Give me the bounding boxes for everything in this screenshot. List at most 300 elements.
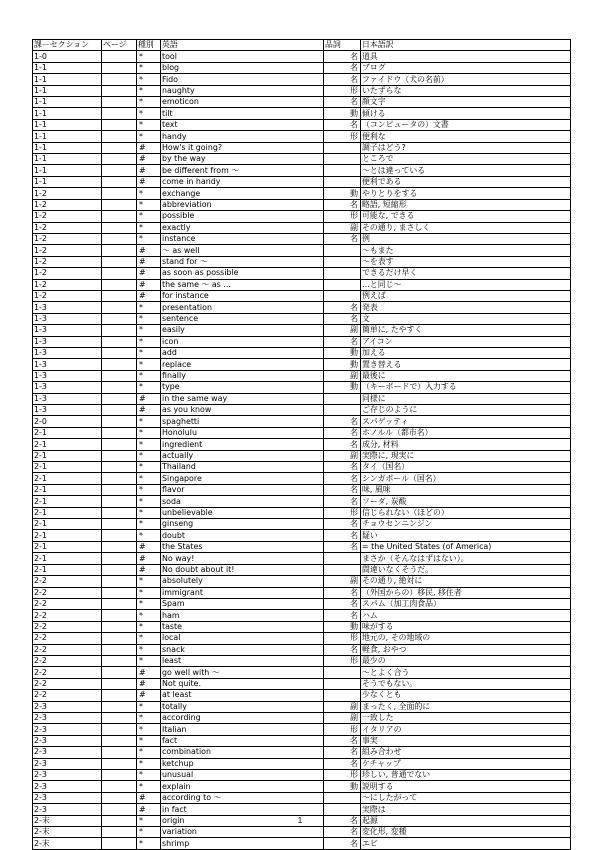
cell-part-of-speech: 名 bbox=[324, 62, 361, 73]
cell-kind: # bbox=[137, 690, 161, 701]
cell-japanese: ～にしたがって bbox=[361, 792, 571, 803]
cell-page bbox=[102, 553, 137, 564]
cell-kind: * bbox=[137, 484, 161, 495]
table-row bbox=[33, 587, 571, 598]
cell-section: 2-2 bbox=[33, 644, 102, 655]
table-row bbox=[33, 108, 571, 119]
cell-english: flavor bbox=[161, 484, 324, 495]
cell-part-of-speech: 名 bbox=[324, 484, 361, 495]
cell-section: 1-1 bbox=[33, 142, 102, 153]
cell-part-of-speech: 名 bbox=[324, 439, 361, 450]
cell-japanese: スパム（加工肉食品） bbox=[361, 598, 571, 609]
table-row bbox=[33, 211, 571, 222]
cell-japanese: スパゲッティ bbox=[361, 416, 571, 427]
cell-part-of-speech bbox=[324, 804, 361, 815]
cell-section: 2-2 bbox=[33, 621, 102, 632]
cell-page bbox=[102, 370, 137, 381]
cell-page bbox=[102, 427, 137, 438]
cell-japanese: その通り, 絶対に bbox=[361, 576, 571, 587]
cell-japanese: まったく, 全面的に bbox=[361, 701, 571, 712]
cell-section: 2-2 bbox=[33, 598, 102, 609]
cell-part-of-speech: 名 bbox=[324, 587, 361, 598]
cell-section: 2-1 bbox=[33, 553, 102, 564]
cell-kind: # bbox=[137, 256, 161, 267]
table-row bbox=[33, 154, 571, 165]
table-row bbox=[33, 119, 571, 130]
cell-kind: * bbox=[137, 747, 161, 758]
cell-part-of-speech: 形 bbox=[324, 724, 361, 735]
cell-japanese: 最後に bbox=[361, 370, 571, 381]
cell-kind: * bbox=[137, 655, 161, 666]
cell-japanese: やりとりをする bbox=[361, 188, 571, 199]
cell-japanese: 簡単に, たやすく bbox=[361, 325, 571, 336]
cell-part-of-speech: 名 bbox=[324, 97, 361, 108]
cell-japanese: タイ（国名） bbox=[361, 462, 571, 473]
cell-english: absolutely bbox=[161, 576, 324, 587]
cell-page bbox=[102, 416, 137, 427]
cell-japanese: 文 bbox=[361, 313, 571, 324]
cell-page bbox=[102, 621, 137, 632]
cell-section: 2-1 bbox=[33, 507, 102, 518]
cell-kind: * bbox=[137, 519, 161, 530]
cell-japanese: 例 bbox=[361, 233, 571, 244]
cell-english: by the way bbox=[161, 154, 324, 165]
cell-english: combination bbox=[161, 747, 324, 758]
cell-section: 2-末 bbox=[33, 838, 102, 849]
cell-japanese: ～もまた bbox=[361, 245, 571, 256]
cell-section: 2-3 bbox=[33, 747, 102, 758]
table-row bbox=[33, 598, 571, 609]
cell-english: Singapore bbox=[161, 473, 324, 484]
cell-part-of-speech: 名 bbox=[324, 530, 361, 541]
cell-section: 2-1 bbox=[33, 462, 102, 473]
table-row bbox=[33, 781, 571, 792]
cell-page bbox=[102, 51, 137, 62]
cell-page bbox=[102, 484, 137, 495]
cell-japanese: 一致した bbox=[361, 712, 571, 723]
header-kind: 種別 bbox=[137, 40, 161, 51]
cell-kind: * bbox=[137, 644, 161, 655]
cell-japanese: その通り, まさしく bbox=[361, 222, 571, 233]
cell-page bbox=[102, 758, 137, 769]
table-row bbox=[33, 621, 571, 632]
cell-section: 2-3 bbox=[33, 724, 102, 735]
table-row bbox=[33, 245, 571, 256]
table-row bbox=[33, 792, 571, 803]
cell-page bbox=[102, 108, 137, 119]
table-row bbox=[33, 51, 571, 62]
cell-kind: # bbox=[137, 279, 161, 290]
table-row bbox=[33, 97, 571, 108]
cell-kind: * bbox=[137, 473, 161, 484]
cell-section: 1-3 bbox=[33, 382, 102, 393]
cell-english: instance bbox=[161, 233, 324, 244]
table-row bbox=[33, 370, 571, 381]
cell-section: 1-1 bbox=[33, 165, 102, 176]
cell-part-of-speech: 名 bbox=[324, 747, 361, 758]
header-japanese: 日本語訳 bbox=[361, 40, 571, 51]
cell-section: 2-1 bbox=[33, 473, 102, 484]
cell-section: 1-3 bbox=[33, 405, 102, 416]
cell-page bbox=[102, 804, 137, 815]
cell-page bbox=[102, 176, 137, 187]
table-row bbox=[33, 758, 571, 769]
cell-kind: * bbox=[137, 530, 161, 541]
cell-section: 2-2 bbox=[33, 667, 102, 678]
cell-page bbox=[102, 838, 137, 849]
cell-page bbox=[102, 633, 137, 644]
cell-japanese: 味がする bbox=[361, 621, 571, 632]
cell-section: 2-1 bbox=[33, 484, 102, 495]
cell-japanese: 略語, 短縮形 bbox=[361, 199, 571, 210]
cell-english: No doubt about it! bbox=[161, 564, 324, 575]
cell-page bbox=[102, 359, 137, 370]
cell-english: unbelievable bbox=[161, 507, 324, 518]
cell-japanese: イタリアの bbox=[361, 724, 571, 735]
table-row bbox=[33, 279, 571, 290]
cell-page bbox=[102, 541, 137, 552]
cell-japanese: ホノルル（都市名） bbox=[361, 427, 571, 438]
cell-kind: # bbox=[137, 678, 161, 689]
cell-japanese: = the United States (of America) bbox=[361, 541, 571, 552]
cell-page bbox=[102, 154, 137, 165]
table-row bbox=[33, 222, 571, 233]
cell-english: local bbox=[161, 633, 324, 644]
cell-part-of-speech: 形 bbox=[324, 507, 361, 518]
cell-english: Fido bbox=[161, 74, 324, 85]
cell-page bbox=[102, 655, 137, 666]
table-row bbox=[33, 724, 571, 735]
cell-section: 1-2 bbox=[33, 245, 102, 256]
cell-kind: * bbox=[137, 233, 161, 244]
cell-page bbox=[102, 142, 137, 153]
cell-section: 1-2 bbox=[33, 188, 102, 199]
cell-kind: * bbox=[137, 758, 161, 769]
table-row bbox=[33, 62, 571, 73]
cell-english: explain bbox=[161, 781, 324, 792]
cell-english: blog bbox=[161, 62, 324, 73]
cell-kind: * bbox=[137, 74, 161, 85]
cell-english: No way! bbox=[161, 553, 324, 564]
cell-kind: # bbox=[137, 564, 161, 575]
table-row bbox=[33, 507, 571, 518]
cell-part-of-speech bbox=[324, 393, 361, 404]
table-row bbox=[33, 484, 571, 495]
cell-page bbox=[102, 245, 137, 256]
table-row bbox=[33, 290, 571, 301]
table-row bbox=[33, 256, 571, 267]
cell-japanese: 珍しい, 普通でない bbox=[361, 770, 571, 781]
table-row bbox=[33, 336, 571, 347]
cell-part-of-speech: 名 bbox=[324, 416, 361, 427]
cell-section: 1-2 bbox=[33, 222, 102, 233]
cell-part-of-speech: 名 bbox=[324, 735, 361, 746]
header-section: 課－セクション bbox=[33, 40, 102, 51]
cell-kind: * bbox=[137, 815, 161, 826]
cell-section: 2-3 bbox=[33, 735, 102, 746]
cell-kind: * bbox=[137, 382, 161, 393]
table-row bbox=[33, 564, 571, 575]
cell-section: 1-3 bbox=[33, 325, 102, 336]
cell-page bbox=[102, 576, 137, 587]
table-row bbox=[33, 393, 571, 404]
cell-kind: * bbox=[137, 507, 161, 518]
cell-kind: * bbox=[137, 108, 161, 119]
cell-kind: # bbox=[137, 553, 161, 564]
cell-japanese: 便利である bbox=[361, 176, 571, 187]
cell-japanese: 変化形, 変種 bbox=[361, 827, 571, 838]
table-row bbox=[33, 678, 571, 689]
cell-part-of-speech: 名 bbox=[324, 473, 361, 484]
cell-japanese: 間違いなくそうだ。 bbox=[361, 564, 571, 575]
cell-page bbox=[102, 610, 137, 621]
cell-japanese: 軽食, おやつ bbox=[361, 644, 571, 655]
cell-page bbox=[102, 792, 137, 803]
cell-page bbox=[102, 313, 137, 324]
cell-section: 1-1 bbox=[33, 85, 102, 96]
cell-kind: * bbox=[137, 188, 161, 199]
cell-english: icon bbox=[161, 336, 324, 347]
cell-part-of-speech bbox=[324, 154, 361, 165]
cell-japanese: 実際に, 現実に bbox=[361, 450, 571, 461]
cell-part-of-speech bbox=[324, 290, 361, 301]
cell-section: 1-2 bbox=[33, 233, 102, 244]
cell-page bbox=[102, 85, 137, 96]
cell-part-of-speech: 動 bbox=[324, 188, 361, 199]
cell-section: 2-1 bbox=[33, 496, 102, 507]
table-row bbox=[33, 142, 571, 153]
cell-part-of-speech: 名 bbox=[324, 827, 361, 838]
cell-section: 1-3 bbox=[33, 370, 102, 381]
cell-page bbox=[102, 233, 137, 244]
cell-japanese: 最少の bbox=[361, 655, 571, 666]
table-row bbox=[33, 427, 571, 438]
cell-section: 1-1 bbox=[33, 97, 102, 108]
cell-kind: * bbox=[137, 359, 161, 370]
cell-page bbox=[102, 302, 137, 313]
cell-page bbox=[102, 405, 137, 416]
cell-page bbox=[102, 199, 137, 210]
cell-page bbox=[102, 496, 137, 507]
cell-page bbox=[102, 268, 137, 279]
cell-kind: * bbox=[137, 621, 161, 632]
cell-japanese: 疑い bbox=[361, 530, 571, 541]
cell-part-of-speech: 名 bbox=[324, 302, 361, 313]
table-row bbox=[33, 473, 571, 484]
cell-section: 2-0 bbox=[33, 416, 102, 427]
cell-page bbox=[102, 644, 137, 655]
cell-section: 1-2 bbox=[33, 199, 102, 210]
cell-japanese: 同様に bbox=[361, 393, 571, 404]
cell-english: variation bbox=[161, 827, 324, 838]
cell-kind: # bbox=[137, 405, 161, 416]
cell-kind: * bbox=[137, 576, 161, 587]
table-row bbox=[33, 382, 571, 393]
cell-kind: # bbox=[137, 667, 161, 678]
cell-section: 2-1 bbox=[33, 450, 102, 461]
cell-page bbox=[102, 439, 137, 450]
cell-part-of-speech: 名 bbox=[324, 838, 361, 849]
cell-kind: # bbox=[137, 268, 161, 279]
table-row bbox=[33, 553, 571, 564]
cell-part-of-speech: 名 bbox=[324, 462, 361, 473]
cell-japanese: できるだけ早く bbox=[361, 268, 571, 279]
cell-part-of-speech: 形 bbox=[324, 131, 361, 142]
cell-english: emoticon bbox=[161, 97, 324, 108]
cell-kind: * bbox=[137, 222, 161, 233]
cell-part-of-speech: 名 bbox=[324, 758, 361, 769]
table-row bbox=[33, 804, 571, 815]
cell-kind: * bbox=[137, 598, 161, 609]
cell-english: finally bbox=[161, 370, 324, 381]
cell-english: shrimp bbox=[161, 838, 324, 849]
cell-english: Spam bbox=[161, 598, 324, 609]
cell-kind: * bbox=[137, 97, 161, 108]
vocabulary-rows bbox=[33, 51, 571, 849]
cell-japanese: 事実 bbox=[361, 735, 571, 746]
table-row bbox=[33, 690, 571, 701]
cell-kind: # bbox=[137, 290, 161, 301]
cell-section: 2-2 bbox=[33, 655, 102, 666]
cell-part-of-speech: 形 bbox=[324, 211, 361, 222]
cell-section: 2-3 bbox=[33, 758, 102, 769]
table-row bbox=[33, 712, 571, 723]
cell-japanese: 顔文字 bbox=[361, 97, 571, 108]
cell-kind: * bbox=[137, 62, 161, 73]
cell-part-of-speech bbox=[324, 279, 361, 290]
cell-section: 2-2 bbox=[33, 633, 102, 644]
cell-page bbox=[102, 336, 137, 347]
cell-page bbox=[102, 712, 137, 723]
cell-section: 2-2 bbox=[33, 587, 102, 598]
header-row bbox=[33, 40, 571, 51]
cell-page bbox=[102, 770, 137, 781]
cell-english: immigrant bbox=[161, 587, 324, 598]
cell-kind: * bbox=[137, 735, 161, 746]
cell-japanese: エビ bbox=[361, 838, 571, 849]
cell-part-of-speech: 動 bbox=[324, 347, 361, 358]
cell-english: as you know bbox=[161, 405, 324, 416]
cell-section: 1-2 bbox=[33, 211, 102, 222]
cell-kind: * bbox=[137, 838, 161, 849]
cell-part-of-speech bbox=[324, 792, 361, 803]
cell-japanese: 可能な, できる bbox=[361, 211, 571, 222]
cell-kind: * bbox=[137, 325, 161, 336]
cell-kind: * bbox=[137, 119, 161, 130]
cell-part-of-speech bbox=[324, 176, 361, 187]
cell-section: 1-3 bbox=[33, 302, 102, 313]
cell-part-of-speech: 名 bbox=[324, 598, 361, 609]
table-row bbox=[33, 199, 571, 210]
table-row bbox=[33, 188, 571, 199]
cell-section: 1-1 bbox=[33, 176, 102, 187]
cell-page bbox=[102, 97, 137, 108]
cell-part-of-speech: 名 bbox=[324, 313, 361, 324]
cell-section: 2-3 bbox=[33, 781, 102, 792]
cell-page bbox=[102, 62, 137, 73]
table-row bbox=[33, 838, 571, 849]
cell-page bbox=[102, 119, 137, 130]
cell-part-of-speech: 名 bbox=[324, 610, 361, 621]
cell-page bbox=[102, 724, 137, 735]
cell-page bbox=[102, 74, 137, 85]
cell-part-of-speech bbox=[324, 256, 361, 267]
table-row bbox=[33, 519, 571, 530]
cell-japanese: シンガポール（国名） bbox=[361, 473, 571, 484]
table-row bbox=[33, 655, 571, 666]
cell-english: Honolulu bbox=[161, 427, 324, 438]
cell-english: tool bbox=[161, 51, 324, 62]
cell-english: go well with ～ bbox=[161, 667, 324, 678]
cell-english: as soon as possible bbox=[161, 268, 324, 279]
cell-english: origin bbox=[161, 815, 324, 826]
cell-japanese: 発表 bbox=[361, 302, 571, 313]
cell-section: 1-2 bbox=[33, 256, 102, 267]
cell-kind: # bbox=[137, 393, 161, 404]
cell-section: 1-3 bbox=[33, 336, 102, 347]
cell-kind: * bbox=[137, 131, 161, 142]
cell-section: 1-1 bbox=[33, 131, 102, 142]
table-row bbox=[33, 416, 571, 427]
cell-part-of-speech bbox=[324, 690, 361, 701]
cell-japanese: いたずらな bbox=[361, 85, 571, 96]
cell-english: in fact bbox=[161, 804, 324, 815]
cell-kind: * bbox=[137, 302, 161, 313]
cell-page bbox=[102, 347, 137, 358]
cell-part-of-speech bbox=[324, 553, 361, 564]
cell-japanese: ご存じのように bbox=[361, 405, 571, 416]
cell-english: the same ～ as ... bbox=[161, 279, 324, 290]
cell-page bbox=[102, 462, 137, 473]
table-row bbox=[33, 439, 571, 450]
cell-english: add bbox=[161, 347, 324, 358]
cell-japanese: 実際は bbox=[361, 804, 571, 815]
cell-kind: * bbox=[137, 724, 161, 735]
cell-part-of-speech: 名 bbox=[324, 644, 361, 655]
cell-japanese: ハム bbox=[361, 610, 571, 621]
cell-part-of-speech: 副 bbox=[324, 712, 361, 723]
cell-kind: * bbox=[137, 462, 161, 473]
cell-english: fact bbox=[161, 735, 324, 746]
cell-japanese: ところで bbox=[361, 154, 571, 165]
cell-kind: * bbox=[137, 427, 161, 438]
table-row bbox=[33, 667, 571, 678]
cell-kind: # bbox=[137, 804, 161, 815]
table-row bbox=[33, 576, 571, 587]
cell-page bbox=[102, 450, 137, 461]
cell-section: 2-1 bbox=[33, 439, 102, 450]
table-row bbox=[33, 827, 571, 838]
cell-english: ingredient bbox=[161, 439, 324, 450]
cell-page bbox=[102, 530, 137, 541]
cell-english: ginseng bbox=[161, 519, 324, 530]
cell-section: 1-2 bbox=[33, 290, 102, 301]
cell-english: totally bbox=[161, 701, 324, 712]
cell-kind: * bbox=[137, 770, 161, 781]
cell-part-of-speech: 動 bbox=[324, 359, 361, 370]
cell-page bbox=[102, 701, 137, 712]
cell-english: in the same way bbox=[161, 393, 324, 404]
table-row bbox=[33, 747, 571, 758]
cell-english: spaghetti bbox=[161, 416, 324, 427]
cell-english: least bbox=[161, 655, 324, 666]
cell-japanese: 説明する bbox=[361, 781, 571, 792]
table-row bbox=[33, 176, 571, 187]
cell-page bbox=[102, 473, 137, 484]
cell-section: 1-1 bbox=[33, 62, 102, 73]
cell-section: 1-1 bbox=[33, 108, 102, 119]
cell-english: snack bbox=[161, 644, 324, 655]
